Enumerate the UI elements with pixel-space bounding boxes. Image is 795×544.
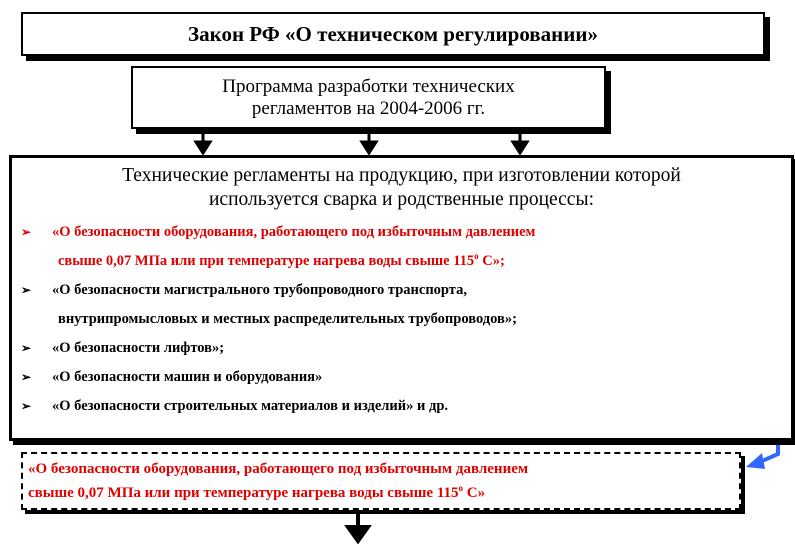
- regulation-item-line-1: «О безопасности лифтов»;: [52, 340, 225, 356]
- program-line-1: Программа разработки технических: [222, 76, 515, 97]
- program-box: [131, 66, 606, 129]
- regulations-heading-line-2: используется сварка и родственные процессы:: [208, 189, 594, 210]
- selected-regulation-box: [21, 452, 741, 510]
- law-title: Закон РФ «О техническом регулировании»: [188, 22, 598, 46]
- bottom-arrow: [348, 513, 368, 541]
- regulation-item-elevators: [12, 334, 791, 363]
- arrow-bullet-icon: ➢: [21, 399, 32, 413]
- law-title-box: [21, 12, 765, 56]
- arrow-bullet-icon: ➢: [21, 341, 32, 355]
- regulation-item-line-1: «О безопасности машин и оборудования»: [52, 369, 323, 385]
- regulation-item-line-1: «О безопасности магистрального трубопроводного транспорта,: [52, 282, 467, 298]
- regulation-item-building-materials: [12, 392, 791, 421]
- regulation-item-line-2: внутрипромысловых и местных распределительных трубопроводов»;: [58, 311, 517, 327]
- regulation-item-pipelines: [12, 276, 791, 334]
- regulation-item-line-1: «О безопасности строительных материалов и изделий» и др.: [52, 398, 449, 414]
- regulations-heading: [12, 164, 791, 212]
- arrow-bullet-icon: ➢: [21, 370, 32, 384]
- arrowhead-right: [513, 142, 527, 153]
- regulation-item-line-2: свыше 0,07 МПа или при температуре нагрева воды свыше $115^о$ С»;: [58, 251, 505, 269]
- arrowhead-left: [196, 142, 210, 153]
- regulation-item-pressure-equipment: [12, 218, 791, 276]
- down-arrows: [196, 129, 527, 153]
- regulation-item-machinery: [12, 363, 791, 392]
- regulations-list: [12, 218, 791, 421]
- blue-arrowhead: [746, 453, 765, 469]
- program-line-2: регламентов на 2004-2006 гг.: [251, 98, 486, 119]
- regulations-heading-line-1: Технические регламенты на продукцию, при изготовлении которой: [122, 165, 681, 186]
- selected-regulation-line-2: свыше 0,07 МПа или при температуре нагрева воды свыше $115^о$ С»: [28, 483, 486, 501]
- arrow-bullet-icon: ➢: [21, 225, 32, 239]
- regulations-box: [9, 155, 794, 441]
- regulation-item-line-1: «О безопасности оборудования, работающего под избыточным давлением: [52, 224, 536, 240]
- arrowhead-center: [362, 142, 376, 153]
- selected-regulation-line-1: «О безопасности оборудования, работающего под избыточным давлением: [28, 461, 529, 477]
- arrow-bullet-icon: ➢: [21, 283, 32, 297]
